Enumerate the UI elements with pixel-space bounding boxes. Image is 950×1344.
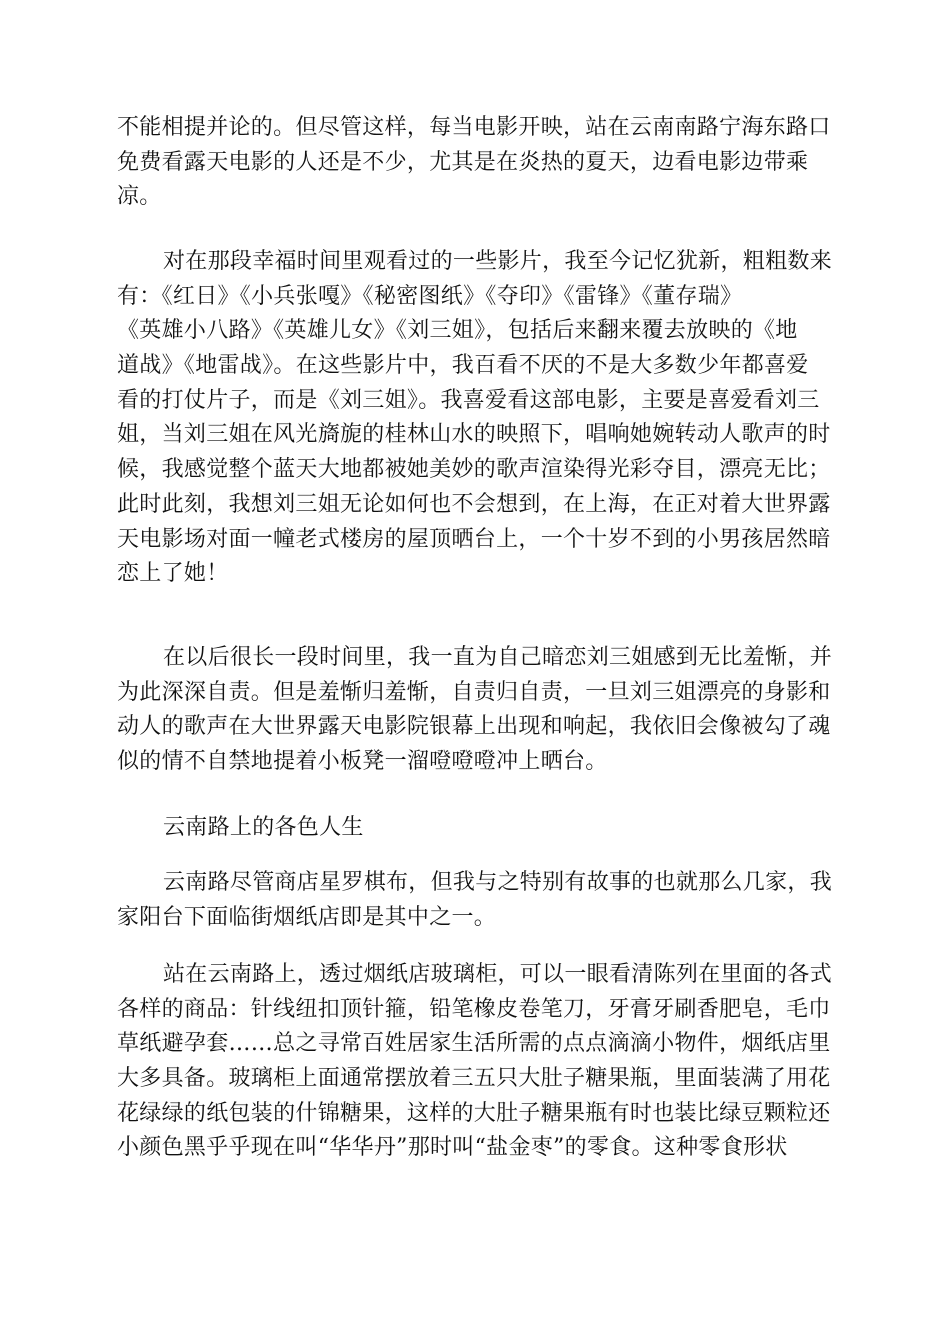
text-line: 此时此刻，我想刘三姐无论如何也不会想到，在上海，在正对着大世界露 xyxy=(117,491,831,517)
text-line: 《英雄小八路》《英雄儿女》《刘三姐》，包括后来翻来覆去放映的《地 xyxy=(117,318,798,344)
text-line: 凉。 xyxy=(117,184,162,210)
paragraph-1 xyxy=(117,111,837,215)
paragraph-5 xyxy=(117,958,837,1166)
text-line: 对在那段幸福时间里观看过的一些影片，我至今记忆犹新，粗粗数来 xyxy=(163,249,833,274)
text-line: 站在云南路上，透过烟纸店玻璃柜，可以一眼看清陈列在里面的各式 xyxy=(163,962,833,987)
text-line: 有：《红日》《小兵张嘎》《秘密图纸》《夺印》《雷锋》《董存瑞》 xyxy=(117,283,743,309)
text-line: 各样的商品：针线纽扣顶针箍，铅笔橡皮卷笔刀，牙膏牙刷香肥皂，毛巾 xyxy=(117,996,831,1022)
paragraph-2 xyxy=(117,245,837,592)
text-line: 大多具备。玻璃柜上面通常摆放着三五只大肚子糖果瓶，里面装满了用花 xyxy=(117,1066,831,1092)
text-line: 候，我感觉整个蓝天大地都被她美妙的歌声渲染得光彩夺目，漂亮无比； xyxy=(117,457,831,483)
paragraph-4 xyxy=(117,866,837,935)
text-line: 看的打仗片子，而是《刘三姐》。我喜爱看这部电影，主要是喜爱看刘三 xyxy=(117,387,820,413)
text-line: 家阳台下面临街烟纸店即是其中之一。 xyxy=(117,904,497,930)
text-line: 道战》《地雷战》。在这些影片中，我百看不厌的不是大多数少年都喜爱 xyxy=(117,353,809,379)
text-line: 在以后很长一段时间里，我一直为自己暗恋刘三姐感到无比羞惭，并 xyxy=(163,645,833,670)
text-line: 似的情不自禁地提着小板凳一溜噔噔噔冲上晒台。 xyxy=(117,749,608,775)
text-line: 云南路尽管商店星罗棋布，但我与之特别有故事的也就那么几家，我 xyxy=(163,870,833,895)
text-line: 不能相提并论的。但尽管这样，每当电影开映，站在云南南路宁海东路口 xyxy=(117,115,831,140)
text-line: 动人的歌声在大世界露天电影院银幕上出现和响起，我依旧会像被勾了魂 xyxy=(117,714,831,740)
text-line: 为此深深自责。但是羞惭归羞惭，自责归自责，一旦刘三姐漂亮的身影和 xyxy=(117,679,831,705)
section-heading-text: 云南路上的各色人生 xyxy=(163,815,364,840)
text-line: 免费看露天电影的人还是不少，尤其是在炎热的夏天，边看电影边带乘 xyxy=(117,149,809,175)
text-line: 姐，当刘三姐在风光旖旎的桂林山水的映照下，唱响她婉转动人歌声的时 xyxy=(117,422,831,448)
text-line: 天电影场对面一幢老式楼房的屋顶晒台上，一个十岁不到的小男孩居然暗 xyxy=(117,526,831,552)
paragraph-3 xyxy=(117,641,837,780)
section-heading xyxy=(117,811,837,846)
text-line: 花绿绿的纸包装的什锦糖果，这样的大肚子糖果瓶有时也装比绿豆颗粒还 xyxy=(117,1100,831,1126)
text-line: 小颜色黑乎乎现在叫“华华丹”那时叫“盐金枣”的零食。这种零食形状 xyxy=(117,1135,788,1161)
text-line: 恋上了她！ xyxy=(117,561,229,587)
text-line: 草纸避孕套……总之寻常百姓居家生活所需的点点滴滴小物件，烟纸店里 xyxy=(117,1031,831,1057)
